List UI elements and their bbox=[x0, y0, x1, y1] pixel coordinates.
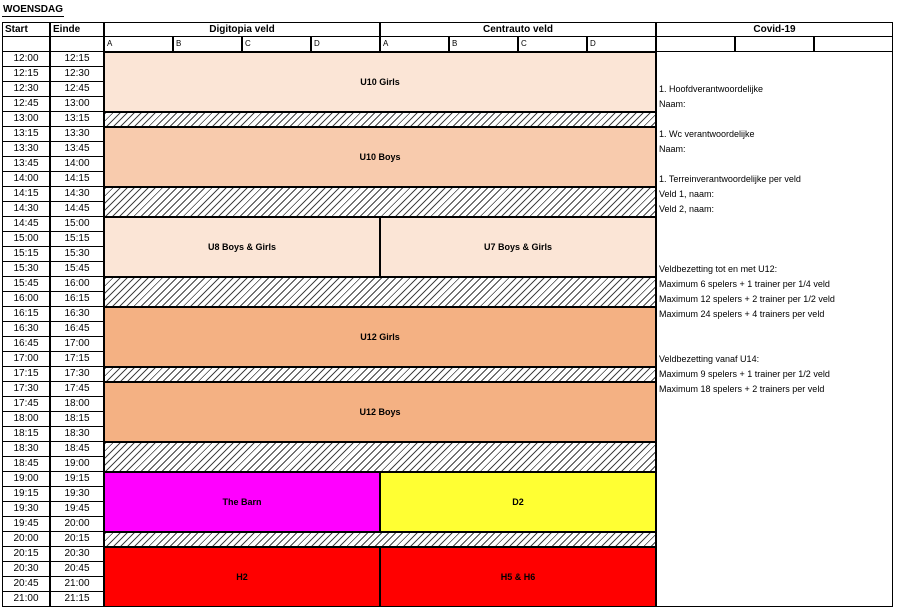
break-block bbox=[104, 532, 656, 547]
covid-line: Veld 1, naam: bbox=[659, 189, 715, 199]
time-end-cell: 13:15 bbox=[50, 112, 104, 127]
field2-header: Centrauto veld bbox=[380, 22, 656, 37]
time-end-cell: 19:15 bbox=[50, 472, 104, 487]
time-start-cell: 19:45 bbox=[2, 517, 50, 532]
covid-subcell bbox=[814, 37, 893, 52]
time-start-cell: 20:00 bbox=[2, 532, 50, 547]
team-block: U7 Boys & Girls bbox=[380, 217, 656, 277]
time-end-cell: 16:45 bbox=[50, 322, 104, 337]
field1-header: Digitopia veld bbox=[104, 22, 380, 37]
subcolumn-1-b: B bbox=[173, 37, 242, 52]
time-start-cell: 14:15 bbox=[2, 187, 50, 202]
time-end-cell: 13:30 bbox=[50, 127, 104, 142]
time-start-cell: 18:00 bbox=[2, 412, 50, 427]
time-start-cell: 13:45 bbox=[2, 157, 50, 172]
time-end-cell: 15:45 bbox=[50, 262, 104, 277]
team-block: H5 & H6 bbox=[380, 547, 656, 607]
team-block: U12 Girls bbox=[104, 307, 656, 367]
subcolumn-2-b: B bbox=[449, 37, 518, 52]
time-end-cell: 13:45 bbox=[50, 142, 104, 157]
time-start-cell: 21:00 bbox=[2, 592, 50, 607]
time-end-cell: 16:15 bbox=[50, 292, 104, 307]
time-start-cell: 18:45 bbox=[2, 457, 50, 472]
subcolumn-2-a: A bbox=[380, 37, 449, 52]
break-block bbox=[104, 187, 656, 217]
time-start-cell: 17:00 bbox=[2, 352, 50, 367]
time-start-cell: 16:15 bbox=[2, 307, 50, 322]
subcolumn-1-a: A bbox=[104, 37, 173, 52]
time-start-cell: 14:45 bbox=[2, 217, 50, 232]
break-block bbox=[104, 367, 656, 382]
time-start-cell: 18:30 bbox=[2, 442, 50, 457]
break-block bbox=[104, 277, 656, 307]
covid-heading: 1. Hoofdverantwoordelijke bbox=[659, 84, 764, 94]
team-block: The Barn bbox=[104, 472, 380, 532]
time-start-cell: 16:00 bbox=[2, 292, 50, 307]
covid-line: Veld 2, naam: bbox=[659, 204, 715, 214]
time-end-cell: 17:00 bbox=[50, 337, 104, 352]
time-start-cell: 14:00 bbox=[2, 172, 50, 187]
time-end-cell: 17:45 bbox=[50, 382, 104, 397]
time-start-cell: 12:00 bbox=[2, 52, 50, 67]
time-end-cell: 17:30 bbox=[50, 367, 104, 382]
start-header: Start bbox=[2, 22, 50, 37]
covid-line: Naam: bbox=[659, 99, 686, 109]
covid-line: Maximum 24 spelers + 4 trainers per veld bbox=[659, 309, 825, 319]
team-block: H2 bbox=[104, 547, 380, 607]
subcolumn-2-d: D bbox=[587, 37, 656, 52]
time-end-cell: 14:45 bbox=[50, 202, 104, 217]
covid-line: Maximum 18 spelers + 2 trainers per veld bbox=[659, 384, 825, 394]
time-end-cell: 14:30 bbox=[50, 187, 104, 202]
team-block: U8 Boys & Girls bbox=[104, 217, 380, 277]
time-end-cell: 20:15 bbox=[50, 532, 104, 547]
team-block: U12 Boys bbox=[104, 382, 656, 442]
time-start-cell: 14:30 bbox=[2, 202, 50, 217]
time-end-cell: 12:15 bbox=[50, 52, 104, 67]
covid-header: Covid-19 bbox=[656, 22, 893, 37]
time-end-cell: 21:00 bbox=[50, 577, 104, 592]
covid-line: Maximum 12 spelers + 2 trainer per 1/2 veld bbox=[659, 294, 835, 304]
time-end-cell: 18:00 bbox=[50, 397, 104, 412]
time-start-cell: 20:15 bbox=[2, 547, 50, 562]
covid-heading: 1. Wc verantwoordelijke bbox=[659, 129, 755, 139]
break-block bbox=[104, 112, 656, 127]
time-end-cell: 12:30 bbox=[50, 67, 104, 82]
covid-line: Maximum 9 spelers + 1 trainer per 1/2 veld bbox=[659, 369, 830, 379]
time-end-cell: 18:15 bbox=[50, 412, 104, 427]
time-end-cell: 16:30 bbox=[50, 307, 104, 322]
time-start-cell: 19:30 bbox=[2, 502, 50, 517]
subcolumn-1-c: C bbox=[242, 37, 311, 52]
time-start-cell: 16:30 bbox=[2, 322, 50, 337]
time-start-cell: 13:15 bbox=[2, 127, 50, 142]
time-end-cell: 20:45 bbox=[50, 562, 104, 577]
time-end-cell: 14:15 bbox=[50, 172, 104, 187]
time-start-cell: 12:15 bbox=[2, 67, 50, 82]
covid-subcell bbox=[656, 37, 735, 52]
time-end-cell: 19:00 bbox=[50, 457, 104, 472]
time-start-cell: 17:15 bbox=[2, 367, 50, 382]
subheader-blank bbox=[2, 37, 50, 52]
time-start-cell: 18:15 bbox=[2, 427, 50, 442]
covid-line: Naam: bbox=[659, 144, 686, 154]
end-header: Einde bbox=[50, 22, 104, 37]
time-start-cell: 15:45 bbox=[2, 277, 50, 292]
time-end-cell: 12:45 bbox=[50, 82, 104, 97]
covid-heading: 1. Terreinverantwoordelijke per veld bbox=[659, 174, 801, 184]
time-start-cell: 15:30 bbox=[2, 262, 50, 277]
covid-line: Maximum 6 spelers + 1 trainer per 1/4 veld bbox=[659, 279, 830, 289]
time-start-cell: 19:00 bbox=[2, 472, 50, 487]
team-block: D2 bbox=[380, 472, 656, 532]
time-end-cell: 15:30 bbox=[50, 247, 104, 262]
time-end-cell: 16:00 bbox=[50, 277, 104, 292]
time-start-cell: 17:45 bbox=[2, 397, 50, 412]
time-end-cell: 21:15 bbox=[50, 592, 104, 607]
time-start-cell: 15:15 bbox=[2, 247, 50, 262]
time-start-cell: 13:00 bbox=[2, 112, 50, 127]
time-end-cell: 14:00 bbox=[50, 157, 104, 172]
time-end-cell: 15:00 bbox=[50, 217, 104, 232]
time-start-cell: 12:45 bbox=[2, 97, 50, 112]
time-end-cell: 19:30 bbox=[50, 487, 104, 502]
time-start-cell: 19:15 bbox=[2, 487, 50, 502]
time-start-cell: 15:00 bbox=[2, 232, 50, 247]
subheader-blank bbox=[50, 37, 104, 52]
covid-heading: Veldbezetting tot en met U12: bbox=[659, 264, 778, 274]
time-end-cell: 18:30 bbox=[50, 427, 104, 442]
subcolumn-1-d: D bbox=[311, 37, 380, 52]
time-start-cell: 13:30 bbox=[2, 142, 50, 157]
time-end-cell: 13:00 bbox=[50, 97, 104, 112]
subcolumn-2-c: C bbox=[518, 37, 587, 52]
time-start-cell: 20:45 bbox=[2, 577, 50, 592]
time-end-cell: 20:00 bbox=[50, 517, 104, 532]
time-end-cell: 18:45 bbox=[50, 442, 104, 457]
time-start-cell: 16:45 bbox=[2, 337, 50, 352]
time-end-cell: 17:15 bbox=[50, 352, 104, 367]
day-title: WOENSDAG bbox=[3, 4, 63, 15]
covid-heading: Veldbezetting vanaf U14: bbox=[659, 354, 760, 364]
break-block bbox=[104, 442, 656, 472]
covid-subcell bbox=[735, 37, 814, 52]
time-end-cell: 20:30 bbox=[50, 547, 104, 562]
time-end-cell: 19:45 bbox=[50, 502, 104, 517]
time-end-cell: 15:15 bbox=[50, 232, 104, 247]
team-block: U10 Girls bbox=[104, 52, 656, 112]
time-start-cell: 12:30 bbox=[2, 82, 50, 97]
time-start-cell: 20:30 bbox=[2, 562, 50, 577]
team-block: U10 Boys bbox=[104, 127, 656, 187]
time-start-cell: 17:30 bbox=[2, 382, 50, 397]
